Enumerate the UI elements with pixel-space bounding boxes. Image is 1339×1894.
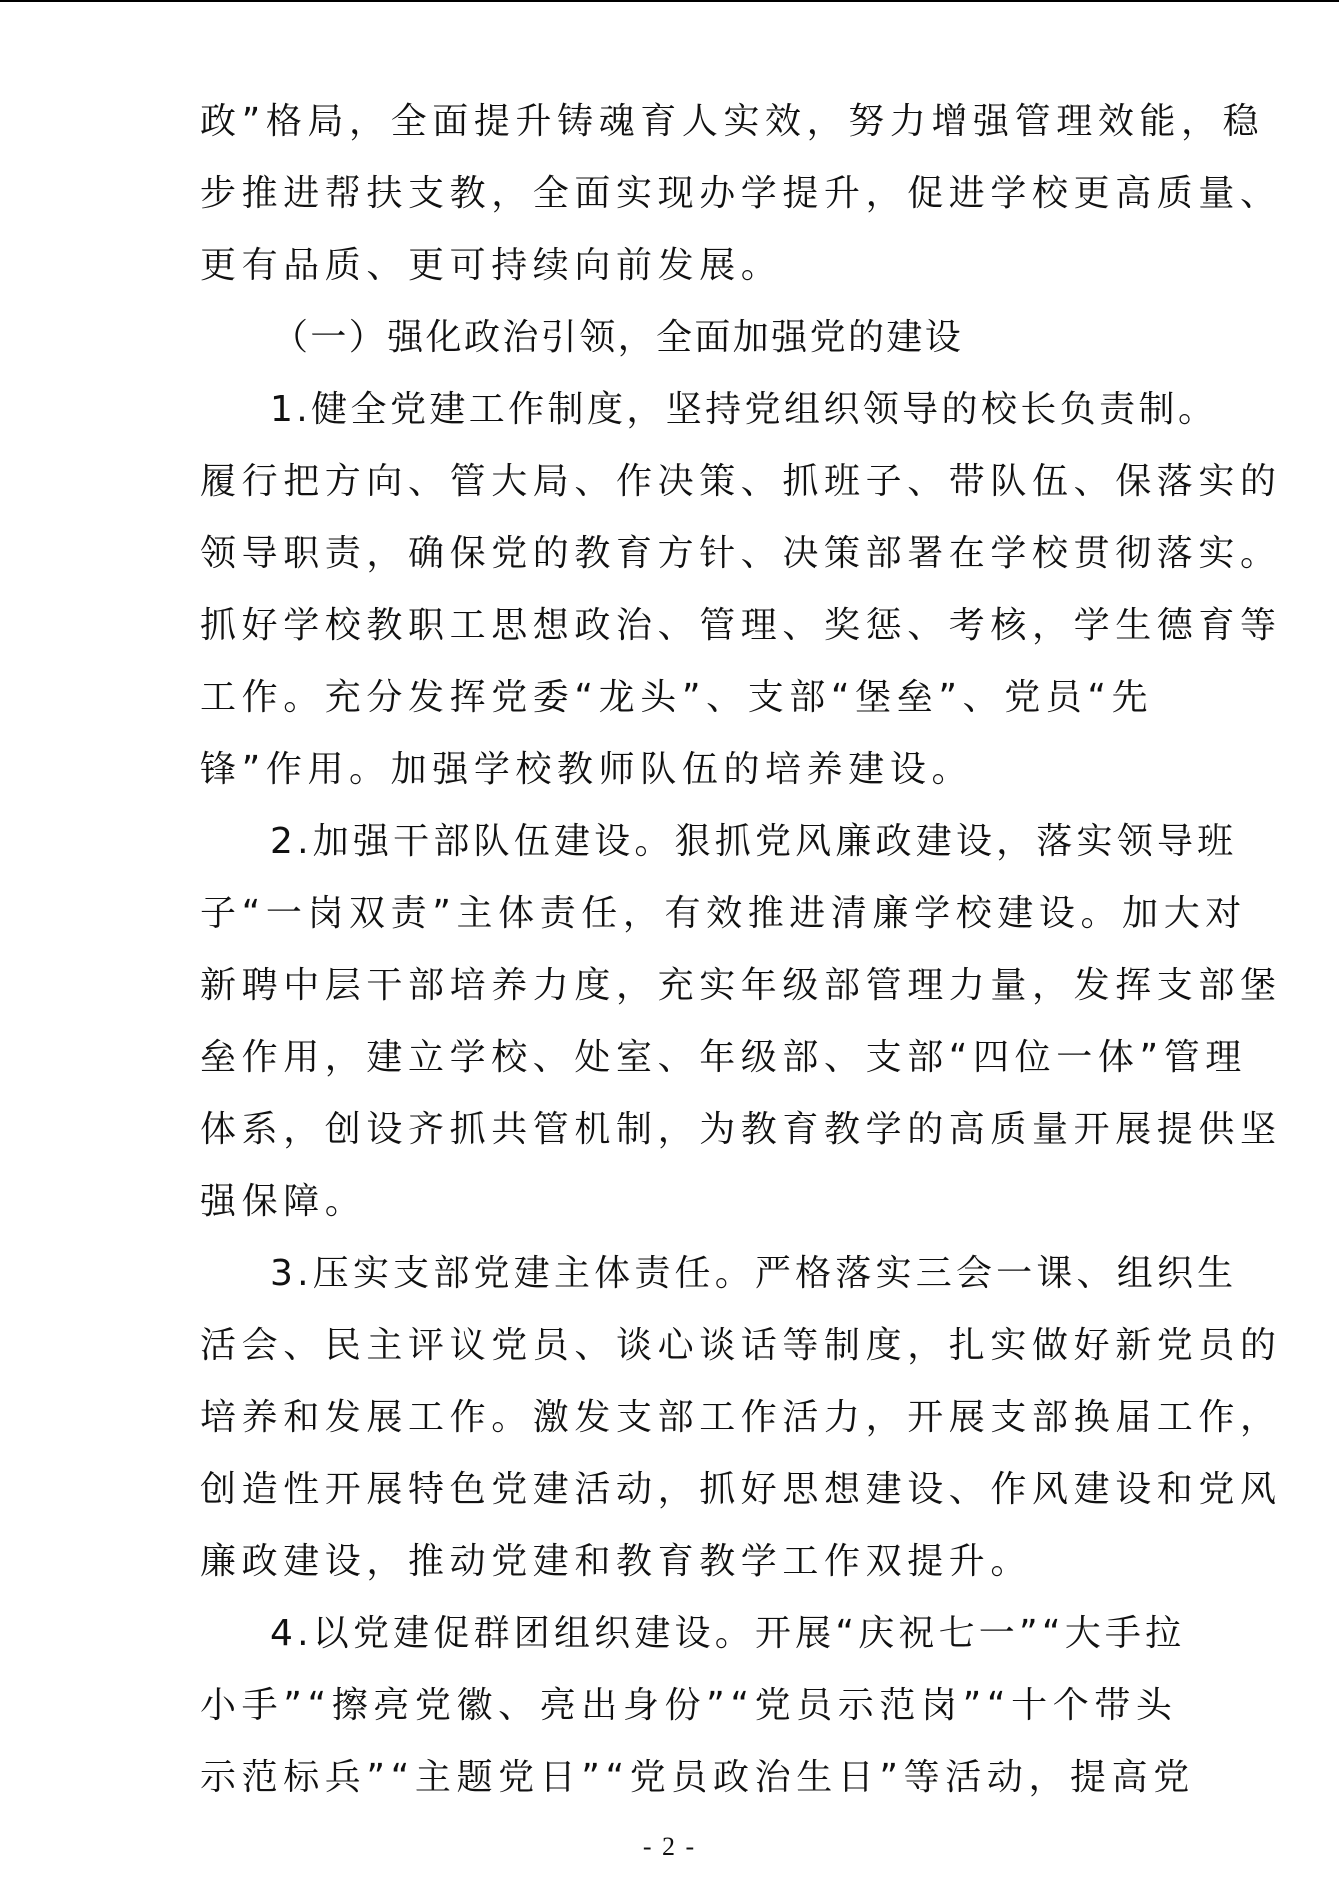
paragraph-first-line: 1.健全党建工作制度，坚持党组织领导的校长负责制。 (270, 389, 1218, 430)
top-border-line (0, 0, 1339, 2)
paragraph-first-line: 4.以党建促群团组织建设。开展“庆祝七一”“大手拉 (270, 1613, 1186, 1654)
text-line: 创造性开展特色党建活动，抓好思想建设、作风建设和党风 (200, 1469, 1282, 1510)
text-line: 廉政建设，推动党建和教育教学工作双提升。 (200, 1541, 1033, 1582)
paragraph-first-line: 2.加强干部队伍建设。狠抓党风廉政建设，落实领导班 (270, 821, 1238, 862)
text-line: 领导职责，确保党的教育方针、决策部署在学校贯彻落实。 (200, 533, 1282, 574)
text-line: 政”格局，全面提升铸魂育人实效，努力增强管理效能，稳 (200, 101, 1265, 142)
text-line: 工作。充分发挥党委“龙头”、支部“堡垒”、党员“先 (200, 677, 1154, 718)
text-line: 示范标兵”“主题党日”“党员政治生日”等活动，提高党 (200, 1757, 1195, 1798)
text-line: 活会、民主评议党员、谈心谈话等制度，扎实做好新党员的 (200, 1325, 1282, 1366)
text-line: 垒作用，建立学校、处室、年级部、支部“四位一体”管理 (200, 1037, 1247, 1078)
text-line: 新聘中层干部培养力度，充实年级部管理力量，发挥支部堡 (200, 965, 1282, 1006)
text-line: 体系，创设齐抓共管机制，为教育教学的高质量开展提供坚 (200, 1109, 1282, 1150)
text-line: 更有品质、更可持续向前发展。 (200, 245, 783, 286)
text-line: 步推进帮扶支教，全面实现办学提升，促进学校更高质量、 (200, 173, 1282, 214)
text-line: 锋”作用。加强学校教师队伍的培养建设。 (200, 749, 974, 790)
paragraph-first-line: 3.压实支部党建主体责任。严格落实三会一课、组织生 (270, 1253, 1238, 1294)
text-line: 抓好学校教职工思想政治、管理、奖惩、考核，学生德育等 (200, 605, 1282, 646)
text-line: 强保障。 (200, 1181, 367, 1222)
text-line: 子“一岗双责”主体责任，有效推进清廉学校建设。加大对 (200, 893, 1247, 934)
document-body (200, 86, 1282, 1814)
text-line: 履行把方向、管大局、作决策、抓班子、带队伍、保落实的 (200, 461, 1282, 502)
page-number: - 2 - (642, 1832, 697, 1861)
section-heading: （一）强化政治引领，全面加强党的建设 (272, 317, 964, 358)
text-line: 小手”“擦亮党徽、亮出身份”“党员示范岗”“十个带头 (200, 1685, 1178, 1726)
text-line: 培养和发展工作。激发支部工作活力，开展支部换届工作， (200, 1397, 1282, 1438)
